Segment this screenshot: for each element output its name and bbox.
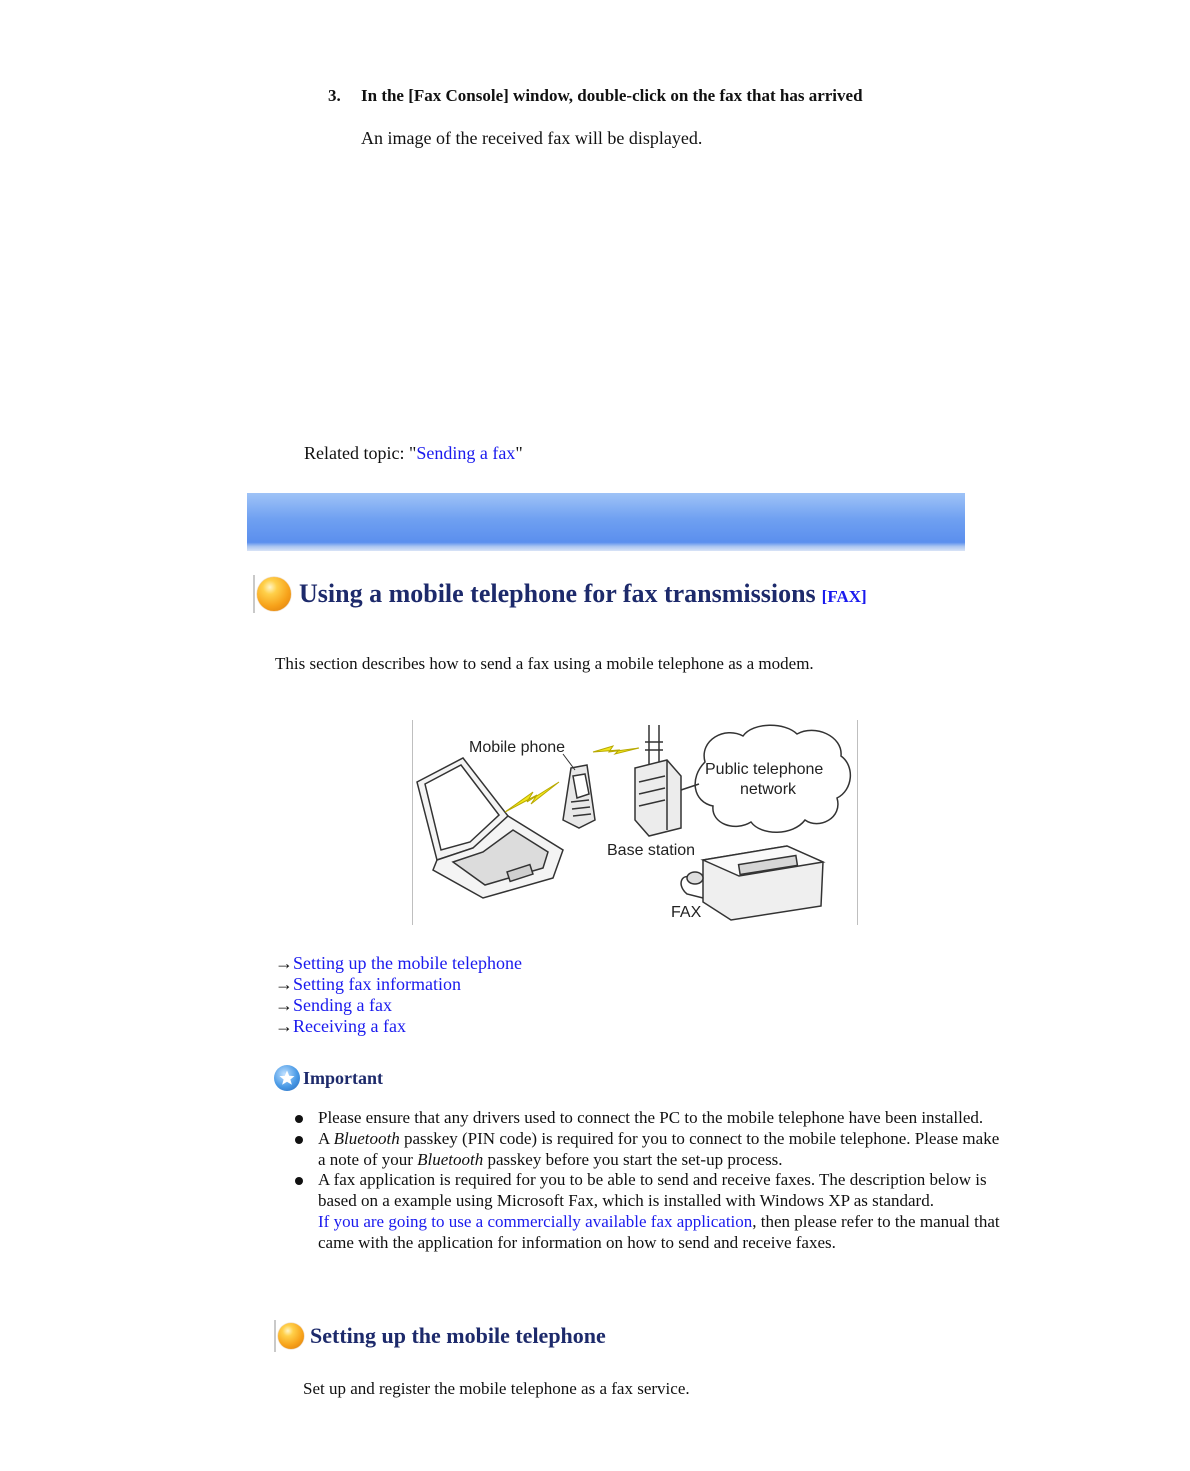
- important-title: Important: [303, 1067, 383, 1088]
- mobile-label-pointer: [563, 754, 575, 770]
- topic-link-row: [275, 974, 522, 995]
- bullet-text: A fax application is required for you to be able to send and receive faxes. The description below is based on a example using Microsoft Fax, which is installed with Windows XP as standard.: [318, 1170, 987, 1211]
- list-item: [294, 1108, 1004, 1129]
- topic-link-row: [275, 1016, 522, 1037]
- list-item: [294, 1129, 1004, 1171]
- arrow-right-icon: →: [275, 974, 293, 994]
- related-topic: [304, 443, 523, 464]
- topic-links: [275, 953, 522, 1037]
- subsection-title: Setting up the mobile telephone: [310, 1323, 606, 1348]
- heading-bar: [253, 575, 255, 613]
- link-sending-fax[interactable]: Sending a fax: [293, 995, 392, 1015]
- bullet-text: A: [318, 1128, 334, 1148]
- topic-link-row: [275, 995, 522, 1016]
- star-icon: [274, 1065, 300, 1091]
- section-banner: [247, 493, 965, 551]
- related-link-sending-fax[interactable]: Sending a fax: [416, 443, 516, 463]
- arrow-right-icon: →: [275, 995, 293, 1015]
- section-intro: This section describes how to send a fax using a mobile telephone as a modem.: [275, 654, 814, 673]
- important-list: [294, 1108, 1004, 1254]
- bullet-icon: [295, 1177, 303, 1185]
- bullet-icon: [295, 1136, 303, 1144]
- orange-orb-icon: [257, 577, 291, 611]
- link-setting-fax-info[interactable]: Setting fax information: [293, 974, 461, 994]
- bluetooth-term: Bluetooth: [417, 1149, 484, 1169]
- cloud-network-icon: [695, 725, 850, 832]
- section-heading: [253, 575, 867, 613]
- label-public-network-2: network: [740, 781, 797, 798]
- subsection-description: Set up and register the mobile telephone as a fax service.: [303, 1379, 690, 1398]
- topic-link-row: [275, 953, 522, 974]
- fax-machine-icon: [681, 846, 823, 920]
- subsection-heading: [274, 1320, 606, 1352]
- label-mobile-phone: Mobile phone: [469, 739, 566, 756]
- base-station-icon: [635, 725, 681, 836]
- heading-bar: [274, 1320, 276, 1352]
- step-3-heading: [328, 86, 863, 106]
- bullet-text: Please ensure that any drivers used to connect the PC to the mobile telephone have been installed.: [318, 1108, 984, 1127]
- arrow-right-icon: →: [275, 1016, 293, 1036]
- bullet-text: passkey (PIN code) is required for you to connect to the mobile telephone. Please make a note of your: [318, 1128, 1000, 1169]
- bullet-icon: [295, 1115, 303, 1123]
- step-title: In the [Fax Console] window, double-click on the fax that has arrived: [361, 86, 863, 105]
- step-number: 3.: [328, 86, 341, 105]
- link-commercial-fax-app[interactable]: If you are going to use a commercially available fax application: [318, 1211, 753, 1231]
- wireless-bolt-icon: [505, 782, 559, 812]
- link-receiving-fax[interactable]: Receiving a fax: [293, 1016, 406, 1036]
- link-setting-up-mobile[interactable]: Setting up the mobile telephone: [293, 953, 522, 973]
- section-tag: [FAX]: [821, 587, 867, 606]
- important-heading: [274, 1065, 383, 1091]
- bullet-text: , then please refer to the manual that came with the application for information on how to send and receive faxes.: [318, 1211, 1000, 1252]
- connection-diagram: [412, 720, 858, 925]
- wireless-bolt-icon-2: [593, 746, 639, 754]
- orange-orb-icon: [278, 1323, 304, 1349]
- related-suffix: ": [515, 443, 523, 463]
- mobile-phone-icon: [563, 765, 595, 828]
- label-public-network-1: Public telephone: [705, 761, 824, 778]
- label-fax: FAX: [671, 904, 702, 921]
- laptop-icon: [417, 758, 563, 898]
- step-3-description: An image of the received fax will be displayed.: [361, 128, 703, 148]
- list-item: [294, 1170, 1004, 1253]
- diagram-svg: [413, 720, 857, 925]
- bluetooth-term: Bluetooth: [333, 1128, 400, 1148]
- bullet-text: passkey before you start the set-up process.: [483, 1149, 783, 1169]
- section-title: Using a mobile telephone for fax transmissions: [299, 579, 816, 608]
- related-prefix: Related topic: ": [304, 443, 417, 463]
- label-base-station: Base station: [607, 842, 696, 859]
- arrow-right-icon: →: [275, 953, 293, 973]
